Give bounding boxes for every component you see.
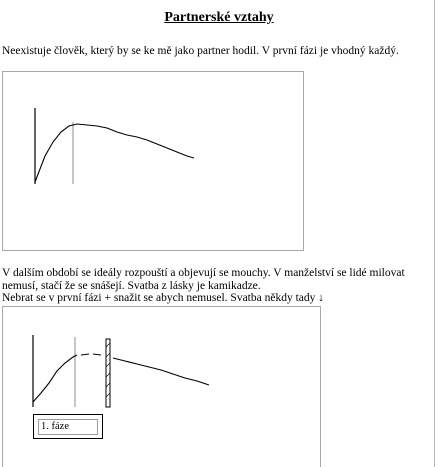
paragraph-line: V dalším období se ideály rozpouští a objevují se mouchy. V manželství se lidé milovat: [2, 267, 405, 279]
paragraph-line: nemusí, stačí že se snášejí. Svatba z lásky je kamikadze.: [2, 279, 261, 292]
wedding-marker-hatch: [106, 393, 110, 397]
wedding-curve-drawing: [3, 307, 320, 467]
phase-label: 1. fáze: [38, 419, 98, 435]
document-title: Partnerské vztahy: [164, 10, 274, 25]
wedding-marker-hatch: [106, 353, 110, 357]
paragraph-line: Nebrat se v první fázi + snažit se abych nemusel. Svatba někdy tady ↓: [2, 292, 324, 304]
curve-line-dashed: [81, 354, 101, 355]
wedding-marker-hatch: [106, 363, 110, 367]
relationship-curve-drawing: [3, 72, 303, 250]
figure-relationship-curve: [2, 71, 304, 251]
wedding-marker-hatch: [106, 383, 110, 387]
page-edge: [434, 0, 435, 467]
curve-line-after: [113, 358, 209, 385]
wedding-marker-hatch: [106, 373, 110, 377]
figure-wedding-curve: [2, 306, 321, 467]
wedding-marker-hatch: [106, 343, 110, 347]
curve-line: [35, 124, 194, 182]
paragraph-second-phase: [2, 267, 405, 305]
curve-line: [33, 355, 77, 402]
phase-label-box: [33, 414, 103, 439]
paragraph-first-phase: Neexistuje člověk, který by se ke mě jako partner hodil. V první fázi je vhodný každý.: [2, 45, 399, 57]
